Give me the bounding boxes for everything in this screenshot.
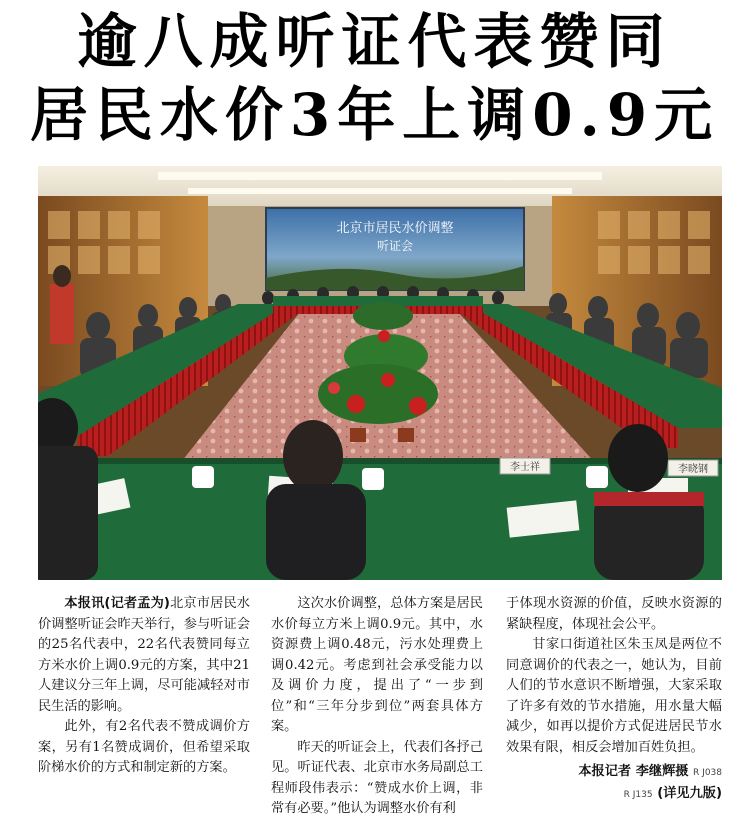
col3-paragraph-2: 甘家口街道社区朱玉凤是两位不同意调价的代表之一，她认为，目前人们的节水意识不断增强，大家采取了许多有效的节水措施，用水量大幅减少，如再以提价方式促进居民节水效果有限，相反会增加百姓负担。 [506,637,722,755]
col2-paragraph-1: 这次水价调整，总体方案是居民水价每立方米上调0.9元。其中，水资源费上调0.48元，污水处理费上调0.42元。考虑到社会承受能力以及调价力度，提出了“一步到位”和“三年分步到位”两套具体方案。 [271,596,483,734]
col1-paragraph-2: 此外，有2名代表不赞成调价方案，另有1名赞成调价，但希望采取阶梯水价的方式和制定新的方案。 [38,719,250,775]
nameplate-1: 李士祥 [510,462,540,473]
hearing-photo [38,166,722,580]
screen-banner-title: 北京市居民水价调整 [336,221,454,236]
photo-credit: 本报记者 李继辉摄 R J038 [578,764,722,779]
lead-label: 本报讯(记者孟为) [64,596,170,611]
screen-banner-subtitle: 听证会 [376,239,414,253]
code-2: R J135 [623,789,653,800]
code-1: R J038 [693,768,722,778]
col1-paragraph-1: 本报讯(记者孟为)北京市居民水价调整听证会昨天举行，参与听证会的25名代表中，22名代表赞同每立方米水价上调0.9元的方案，其中21人建议分三年上调，尽可能减轻对市民生活的影响。 [38,596,250,714]
nameplate-2: 李晓钢 [678,464,708,475]
article-column-1 [38,594,250,779]
article-column-2 [271,594,483,820]
col2-paragraph-2: 昨天的听证会上，代表们各抒己见。听证代表、北京市水务局副总工程师段伟表示：“赞成水价上调，非常有必要。”他认为调整水价有利 [271,739,483,816]
see-more: (详见九版) [657,785,722,801]
headline-line-2: 居民水价3年上调0.9元 [29,81,720,149]
see-more-line [506,784,722,806]
article-column-3 [506,594,722,805]
headline-line-1: 逾八成听证代表赞同 [77,7,672,76]
col3-paragraph-1: 于体现水资源的价值，反映水资源的紧缺程度，体现社会公平。 [506,596,722,632]
